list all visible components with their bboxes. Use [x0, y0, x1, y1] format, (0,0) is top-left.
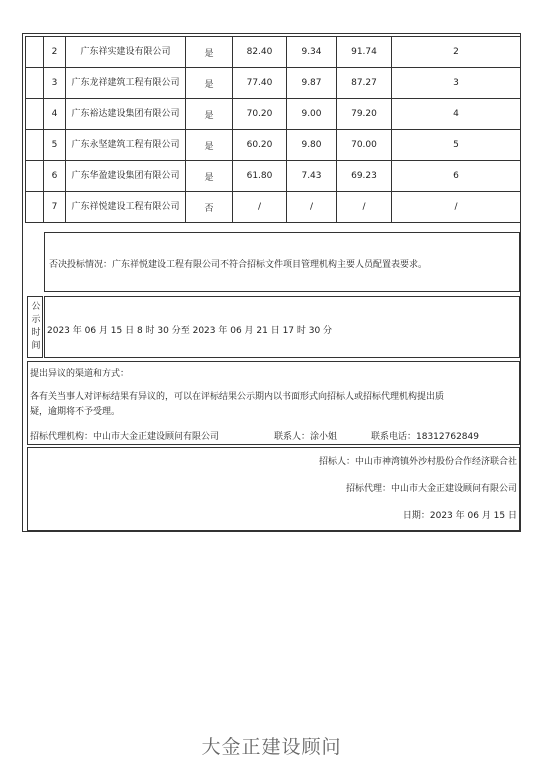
rank-order: 3 [392, 68, 521, 99]
results-table [25, 36, 521, 223]
qualified-flag: 是 [186, 161, 233, 192]
blank-cell [26, 130, 44, 161]
table-row [26, 99, 521, 130]
total-score: 70.00 [337, 130, 392, 161]
blank-cell [26, 37, 44, 68]
results-table-body [26, 37, 521, 223]
rank-order: 4 [392, 99, 521, 130]
table-row [26, 37, 521, 68]
score-1: 82.40 [233, 37, 287, 68]
row-number: 4 [44, 99, 66, 130]
sign-date: 日期：2023 年 06 月 15 日 [402, 511, 517, 521]
score-1: 77.40 [233, 68, 287, 99]
rejection-text: 否决投标情况：广东祥悦建设工程有限公司不符合招标文件项目管理机构主要人员配置表要求。 [49, 260, 428, 270]
company-name: 广东华盈建设集团有限公司 [66, 161, 186, 192]
rejection-box [44, 232, 520, 292]
tender-agent: 招标代理：中山市大金正建设顾问有限公司 [345, 484, 517, 494]
row-number: 2 [44, 37, 66, 68]
publicity-period: 2023 年 06 月 15 日 8 时 30 分至 2023 年 06 月 21 日 17 时 30 分 [47, 326, 333, 336]
publicity-label-box [27, 296, 43, 358]
objection-body-line2: 疑，逾期将不予受理。 [30, 407, 121, 417]
row-number: 5 [44, 130, 66, 161]
score-2: 9.00 [287, 99, 337, 130]
qualified-flag: 是 [186, 68, 233, 99]
blank-cell [26, 161, 44, 192]
rank-order: / [392, 192, 521, 223]
document-inner [25, 36, 518, 529]
objection-heading: 提出异议的渠道和方式： [30, 369, 130, 379]
rank-order: 5 [392, 130, 521, 161]
publicity-label: 公 示 时 间 [31, 302, 41, 351]
score-2: 7.43 [287, 161, 337, 192]
row-number: 6 [44, 161, 66, 192]
contact-phone: 联系电话：18312762849 [371, 432, 479, 442]
score-2: 9.87 [287, 68, 337, 99]
score-1: 60.20 [233, 130, 287, 161]
row-number: 7 [44, 192, 66, 223]
score-2: / [287, 192, 337, 223]
company-name: 广东裕达建设集团有限公司 [66, 99, 186, 130]
total-score: / [337, 192, 392, 223]
tenderer: 招标人：中山市神湾镇外沙村股份合作经济联合社 [318, 457, 517, 467]
blank-cell [26, 68, 44, 99]
qualified-flag: 是 [186, 37, 233, 68]
qualified-flag: 是 [186, 99, 233, 130]
score-2: 9.80 [287, 130, 337, 161]
rank-order: 2 [392, 37, 521, 68]
total-score: 91.74 [337, 37, 392, 68]
score-2: 9.34 [287, 37, 337, 68]
score-1: 61.80 [233, 161, 287, 192]
agency-name: 招标代理机构：中山市大金正建设顾问有限公司 [30, 432, 220, 442]
document-frame [22, 33, 521, 532]
watermark: 大金正建设顾问 [201, 736, 342, 758]
total-score: 69.23 [337, 161, 392, 192]
table-row [26, 161, 521, 192]
contact-person: 联系人：涂小姐 [274, 432, 338, 442]
signature-box [27, 447, 520, 531]
qualified-flag: 是 [186, 130, 233, 161]
table-row [26, 68, 521, 99]
blank-cell [26, 192, 44, 223]
row-number: 3 [44, 68, 66, 99]
rank-order: 6 [392, 161, 521, 192]
blank-cell [26, 99, 44, 130]
table-row [26, 192, 521, 223]
publicity-period-box [44, 296, 520, 358]
company-name: 广东龙祥建筑工程有限公司 [66, 68, 186, 99]
qualified-flag: 否 [186, 192, 233, 223]
objection-box [27, 361, 520, 445]
table-row [26, 130, 521, 161]
total-score: 87.27 [337, 68, 392, 99]
objection-body-line1: 各有关当事人对评标结果有异议的，可以在评标结果公示期内以书面形式向招标人或招标代理机构提出质 [30, 392, 445, 402]
total-score: 79.20 [337, 99, 392, 130]
company-name: 广东永坚建筑工程有限公司 [66, 130, 186, 161]
company-name: 广东祥悦建设工程有限公司 [66, 192, 186, 223]
score-1: / [233, 192, 287, 223]
score-1: 70.20 [233, 99, 287, 130]
company-name: 广东祥实建设有限公司 [66, 37, 186, 68]
